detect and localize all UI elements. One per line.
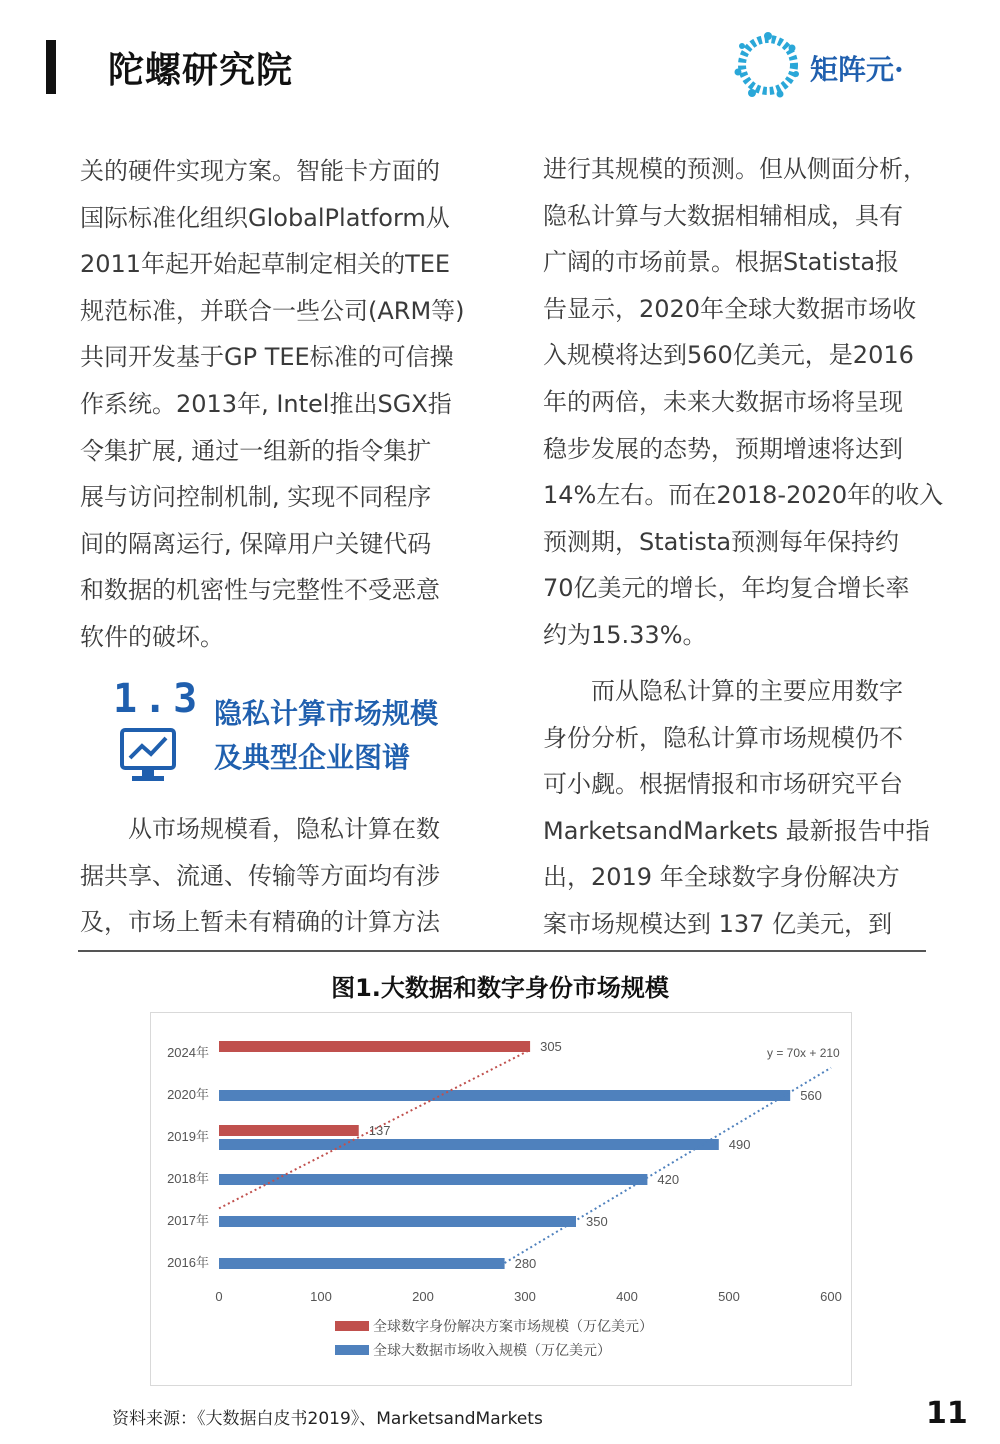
text-line: 14%左右。而在2018-2020年的收入: [543, 481, 944, 510]
page-header-title: 陀螺研究院: [108, 50, 294, 91]
text-line: 而从隐私计算的主要应用数字: [591, 677, 903, 705]
left-column-lower: [80, 806, 490, 946]
text-line: 软件的破坏。: [80, 622, 224, 651]
divider: [78, 950, 926, 952]
text-line: 约为15.33%。: [543, 620, 707, 649]
y-tick-label: 2018年: [167, 1171, 209, 1186]
bar-big-data: [219, 1174, 647, 1185]
text-line: 案市场规模达到 137 亿美元，到: [543, 909, 893, 938]
text-line: 关的硬件实现方案。智能卡方面的: [80, 157, 440, 185]
text-line: 告显示，2020年全球大数据市场收: [543, 294, 917, 323]
x-tick-label: 400: [616, 1289, 638, 1304]
left-paragraph-1: [80, 148, 490, 661]
text-line: 预测期，Statista预测每年保持约: [543, 527, 900, 556]
x-tick-label: 300: [514, 1289, 536, 1304]
text-line: 进行其规模的预测。但从侧面分析，: [543, 155, 927, 183]
text-line: MarketsandMarkets 最新报告中指: [543, 816, 930, 845]
bar-big-data: [219, 1139, 719, 1150]
text-line: 从市场规模看，隐私计算在数: [128, 815, 440, 843]
legend-swatch: [335, 1321, 369, 1331]
x-tick-label: 600: [820, 1289, 842, 1304]
text-line: 和数据的机密性与完整性不受恶意: [80, 576, 440, 605]
text-line: 年的两倍，未来大数据市场将呈现: [543, 387, 903, 416]
snowflake-logo-icon: [728, 30, 808, 100]
section-number: 1.3: [113, 676, 204, 722]
x-tick-label: 500: [718, 1289, 740, 1304]
right-paragraph-1: [543, 146, 948, 659]
data-label: 137: [368, 1123, 391, 1138]
text-line: 规范标准，并联合一些公司(ARM等): [80, 296, 465, 325]
text-line: 广阔的市场前景。根据Statista报: [543, 248, 900, 277]
section-title-line: 及典型企业图谱: [214, 741, 411, 774]
text-line: 稳步发展的态势，预期增速将达到: [543, 434, 903, 463]
text-line: 展与访问控制机制, 实现不同程序: [80, 483, 432, 512]
text-line: 间的隔离运行, 保障用户关键代码: [80, 529, 432, 558]
text-line: 可小觑。根据情报和市场研究平台: [543, 770, 903, 799]
x-tick-label: 100: [310, 1289, 332, 1304]
y-tick-label: 2019年: [167, 1129, 209, 1144]
text-line: 70亿美元的增长，年均复合增长率: [543, 574, 910, 603]
left-paragraph-2: [80, 806, 490, 946]
section-title: [214, 692, 438, 780]
y-tick-label: 2020年: [167, 1087, 209, 1102]
text-line: 2011年起开始起草制定相关的TEE: [80, 250, 451, 279]
header-accent-bar: [46, 40, 56, 94]
data-label: 280: [514, 1256, 537, 1271]
text-line: 国际标准化组织GlobalPlatform从: [80, 203, 450, 232]
text-line: 及，市场上暂未有精确的计算方法: [80, 908, 440, 937]
chart-monitor-icon: [118, 726, 182, 786]
data-label: 420: [657, 1172, 680, 1187]
y-tick-label: 2024年: [167, 1045, 209, 1060]
logo-text: 矩阵元·: [810, 53, 904, 86]
trendline-equation: y = 70x + 210: [767, 1046, 840, 1060]
figure-title: 图1.大数据和数字身份市场规模: [331, 974, 669, 1002]
text-line: 据共享、流通、传输等方面均有涉: [80, 861, 440, 890]
bar-digital-identity: [219, 1125, 359, 1136]
bar-big-data: [219, 1216, 576, 1227]
brand-logo: [728, 30, 928, 100]
left-column: [80, 148, 490, 661]
right-paragraph-2: [543, 668, 948, 948]
y-tick-label: 2017年: [167, 1213, 209, 1228]
legend-swatch: [335, 1345, 369, 1355]
text-line: 令集扩展, 通过一组新的指令集扩: [80, 436, 432, 465]
text-line: 出，2019 年全球数字身份解决方: [543, 863, 900, 892]
bar-chart: [151, 1013, 851, 1385]
text-line: 身份分析，隐私计算市场规模仍不: [543, 723, 903, 752]
data-label: 350: [586, 1214, 608, 1229]
x-tick-label: 0: [215, 1289, 223, 1304]
bar-big-data: [219, 1090, 790, 1101]
text-line: 隐私计算与大数据相辅相成，具有: [543, 201, 903, 230]
text-line: 入规模将达到560亿美元，是2016: [543, 341, 914, 370]
page-number: 11: [926, 1396, 968, 1431]
source-note: 资料来源：《大数据白皮书2019》、MarketsandMarkets: [112, 1409, 543, 1429]
data-label: 305: [540, 1039, 562, 1054]
right-column: [543, 146, 948, 659]
x-tick-label: 200: [412, 1289, 434, 1304]
data-label: 490: [728, 1137, 751, 1152]
bar-big-data: [219, 1258, 505, 1269]
text-line: 共同开发基于GP TEE标准的可信操: [80, 343, 454, 372]
bar-digital-identity: [219, 1041, 530, 1052]
right-column-lower: [543, 668, 948, 948]
legend-label: 全球数字身份解决方案市场规模（万亿美元）: [373, 1319, 653, 1335]
text-line: 作系统。2013年, Intel推出SGX指: [80, 389, 452, 418]
section-title-line: 隐私计算市场规模: [214, 697, 439, 730]
legend-label: 全球大数据市场收入规模（万亿美元）: [373, 1343, 611, 1359]
chart-container: [150, 1012, 852, 1386]
data-label: 560: [800, 1088, 822, 1103]
y-tick-label: 2016年: [167, 1255, 209, 1270]
